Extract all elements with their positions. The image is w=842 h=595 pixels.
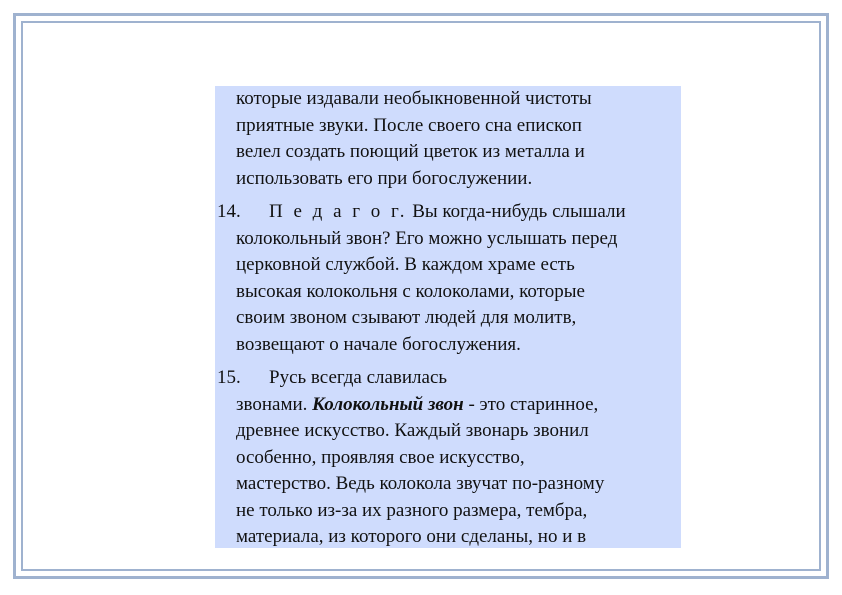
paragraph-15	[215, 365, 681, 548]
text-line	[236, 392, 681, 419]
text-line: не только из-за их разного размера, тембра,	[236, 499, 588, 521]
text-line: церковной службой. В каждом храме есть	[236, 254, 575, 275]
text-line: высокая колокольня с колоколами, которые	[236, 280, 585, 302]
text-line: велел создать поющий цветок из металла и	[236, 141, 585, 162]
text-line: мастерство. Ведь колокола звучат по-разному	[236, 473, 605, 494]
text-line	[236, 199, 681, 226]
text-line: использовать его при богослужении.	[236, 167, 533, 189]
text-line	[236, 365, 681, 392]
text-fragment: Русь всегда славилась	[269, 367, 448, 388]
paragraph-number: 15.	[217, 367, 241, 388]
text-line: древнее искусство. Каждый звонарь звонил	[236, 420, 589, 441]
text-line: возвещают о начале богослужения.	[236, 333, 521, 355]
text-content-block	[215, 86, 681, 548]
paragraph-number: 14.	[217, 201, 241, 222]
text-line: колокольный звон? Его можно услышать перед	[236, 227, 618, 249]
text-fragment: Вы когда-нибудь слышали	[407, 201, 626, 222]
text-line: приятные звуки. После своего сна епископ	[236, 114, 582, 136]
text-line: которые издавали необыкновенной чистоты	[236, 88, 592, 109]
speaker-label: П е д а г о г.	[269, 201, 408, 222]
text-fragment: - это старинное,	[463, 393, 599, 415]
text-fragment: звонами.	[236, 393, 313, 415]
emphasized-term: Колокольный звон	[312, 393, 464, 415]
paragraph-continuation	[215, 86, 681, 192]
paragraph-14	[215, 199, 681, 358]
text-line: материала, из которого они сделаны, но и в	[236, 526, 587, 547]
text-line: особенно, проявляя свое искусство,	[236, 446, 525, 468]
text-line: своим звоном сзывают людей для молитв,	[236, 307, 577, 328]
